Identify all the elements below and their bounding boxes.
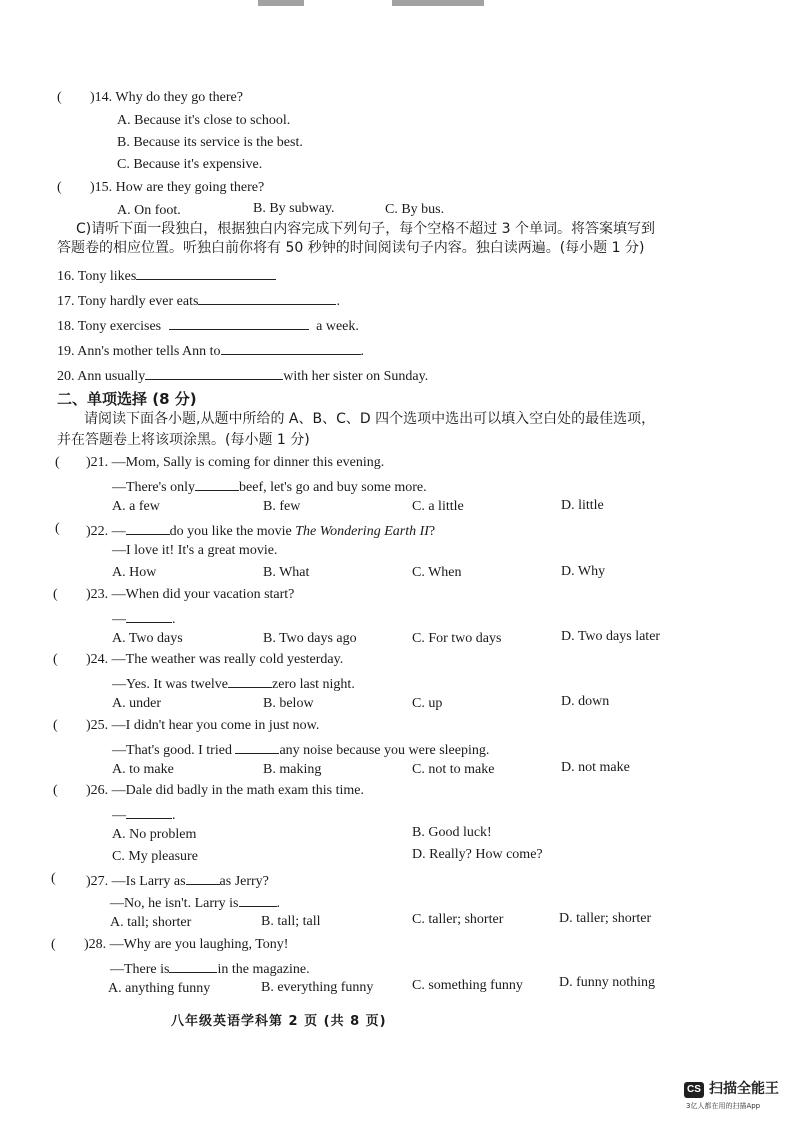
section-instruction: 请阅读下面各小题,从题中所给的 A、B、C、D 四个选项中选出可以填入空白处的最佳选项， (84, 411, 656, 427)
option-25b: B. making (263, 762, 322, 777)
option-15b: B. By subway. (253, 201, 335, 216)
option-27c: C. taller; shorter (412, 912, 504, 927)
section-c-instruction: 答题卷的相应位置。听独白前你将有 50 秒钟的时间阅读句子内容。独白读两遍。(每小题 1 分) (57, 240, 645, 256)
option-24a: A. under (112, 696, 161, 711)
answer-blank (169, 317, 309, 330)
option-14b: B. Because its service is the best. (117, 135, 303, 150)
question-23-stem: )23. —When did your vacation start? (86, 587, 295, 602)
answer-blank (195, 478, 239, 491)
option-23d: D. Two days later (561, 629, 661, 644)
page-footer: 八年级英语学科第 2 页 (共 8 页) (171, 1014, 387, 1029)
option-23c: C. For two days (412, 631, 502, 646)
option-22c: C. When (412, 565, 462, 580)
option-26a: A. No problem (112, 827, 197, 842)
answer-blank (221, 342, 361, 355)
answer-paren: ( (51, 937, 56, 952)
answer-paren: ( (51, 871, 56, 886)
question-21-reply: —There's only beef, let's go and buy some more. (112, 480, 427, 495)
option-24b: B. below (263, 696, 314, 711)
scan-edge-mark (392, 0, 484, 6)
question-25-stem: )25. —I didn't hear you come in just now. (86, 718, 320, 733)
answer-blank (186, 872, 220, 885)
question-18: 18. Tony exercises a week. (57, 319, 359, 334)
movie-title: The Wondering Earth II (295, 524, 429, 539)
question-23-reply: — . (112, 612, 176, 627)
section-c-instruction: C)请听下面一段独白，根据独白内容完成下列句子，每个空格不超过 3 个单词。将答案填写到 (76, 221, 656, 237)
answer-paren: ( (53, 652, 58, 667)
option-28b: B. everything funny (261, 980, 374, 995)
question-22-stem: )22. — do you like the movie The Wondering Earth II? (86, 524, 436, 539)
option-14a: A. Because it's close to school. (117, 113, 291, 128)
option-23a: A. Two days (112, 631, 183, 646)
option-21b: B. few (263, 499, 301, 514)
watermark-name: 扫描全能王 (709, 1081, 779, 1097)
answer-paren: ( (57, 180, 62, 195)
answer-blank (126, 806, 172, 819)
answer-paren: ( (53, 718, 58, 733)
question-15-stem: )15. How are they going there? (90, 180, 265, 195)
option-27d: D. taller; shorter (559, 911, 652, 926)
question-20: 20. Ann usually with her sister on Sunday. (57, 369, 429, 384)
question-25-reply: —That's good. I tried any noise because you were sleeping. (112, 743, 490, 758)
question-27-reply: —No, he isn't. Larry is . (110, 896, 281, 911)
watermark-tagline: 3亿人都在用的扫描App (686, 1102, 761, 1110)
question-21-stem: )21. —Mom, Sally is coming for dinner this evening. (86, 455, 385, 470)
question-27-stem: )27. —Is Larry as as Jerry? (86, 874, 269, 889)
question-14-stem: )14. Why do they go there? (90, 90, 243, 105)
question-16: 16. Tony likes (57, 267, 276, 284)
option-28a: A. anything funny (108, 981, 211, 996)
answer-blank (198, 292, 336, 305)
option-22a: A. How (112, 565, 157, 580)
option-25c: C. not to make (412, 762, 495, 777)
question-24-stem: )24. —The weather was really cold yesterday. (86, 652, 344, 667)
option-25d: D. not make (561, 760, 630, 775)
answer-paren: ( (57, 90, 62, 105)
option-14c: C. Because it's expensive. (117, 157, 263, 172)
option-22d: D. Why (561, 564, 606, 579)
question-24-reply: —Yes. It was twelve zero last night. (112, 677, 355, 692)
option-25a: A. to make (112, 762, 174, 777)
answer-blank (145, 367, 283, 380)
option-28d: D. funny nothing (559, 975, 656, 990)
answer-blank (136, 267, 276, 280)
answer-paren: ( (55, 455, 60, 470)
answer-paren: ( (55, 521, 60, 536)
answer-blank (126, 610, 172, 623)
option-21d: D. little (561, 498, 604, 513)
option-26b: B. Good luck! (412, 825, 492, 840)
option-22b: B. What (263, 565, 310, 580)
question-28-stem: )28. —Why are you laughing, Tony! (84, 937, 289, 952)
answer-blank (126, 522, 170, 535)
scan-edge-mark (258, 0, 304, 6)
section-instruction: 并在答题卷上将该项涂黑。(每小题 1 分) (57, 432, 310, 448)
option-26c: C. My pleasure (112, 849, 198, 864)
option-26d: D. Really? How come? (412, 847, 543, 862)
answer-paren: ( (53, 783, 58, 798)
option-28c: C. something funny (412, 978, 523, 993)
answer-paren: ( (53, 587, 58, 602)
option-27b: B. tall; tall (261, 914, 321, 929)
question-26-reply: — . (112, 808, 176, 823)
answer-blank (228, 675, 272, 688)
option-23b: B. Two days ago (263, 631, 357, 646)
question-19: 19. Ann's mother tells Ann to . (57, 344, 365, 359)
answer-blank (235, 741, 279, 754)
option-15c: C. By bus. (385, 202, 445, 217)
option-24d: D. down (561, 694, 610, 709)
question-28-reply: —There is in the magazine. (110, 962, 310, 977)
option-21c: C. a little (412, 499, 464, 514)
option-24c: C. up (412, 696, 443, 711)
answer-blank (239, 894, 277, 907)
question-26-stem: )26. —Dale did badly in the math exam this time. (86, 783, 364, 798)
camscanner-logo-icon: CS (684, 1082, 704, 1098)
option-15a: A. On foot. (117, 203, 181, 218)
option-21a: A. a few (112, 499, 160, 514)
question-17: 17. Tony hardly ever eats . (57, 294, 340, 309)
question-22-reply: —I love it! It's a great movie. (112, 543, 278, 558)
answer-blank (169, 960, 217, 973)
section-title: 二、单项选择 (8 分) (57, 390, 197, 408)
option-27a: A. tall; shorter (110, 915, 192, 930)
